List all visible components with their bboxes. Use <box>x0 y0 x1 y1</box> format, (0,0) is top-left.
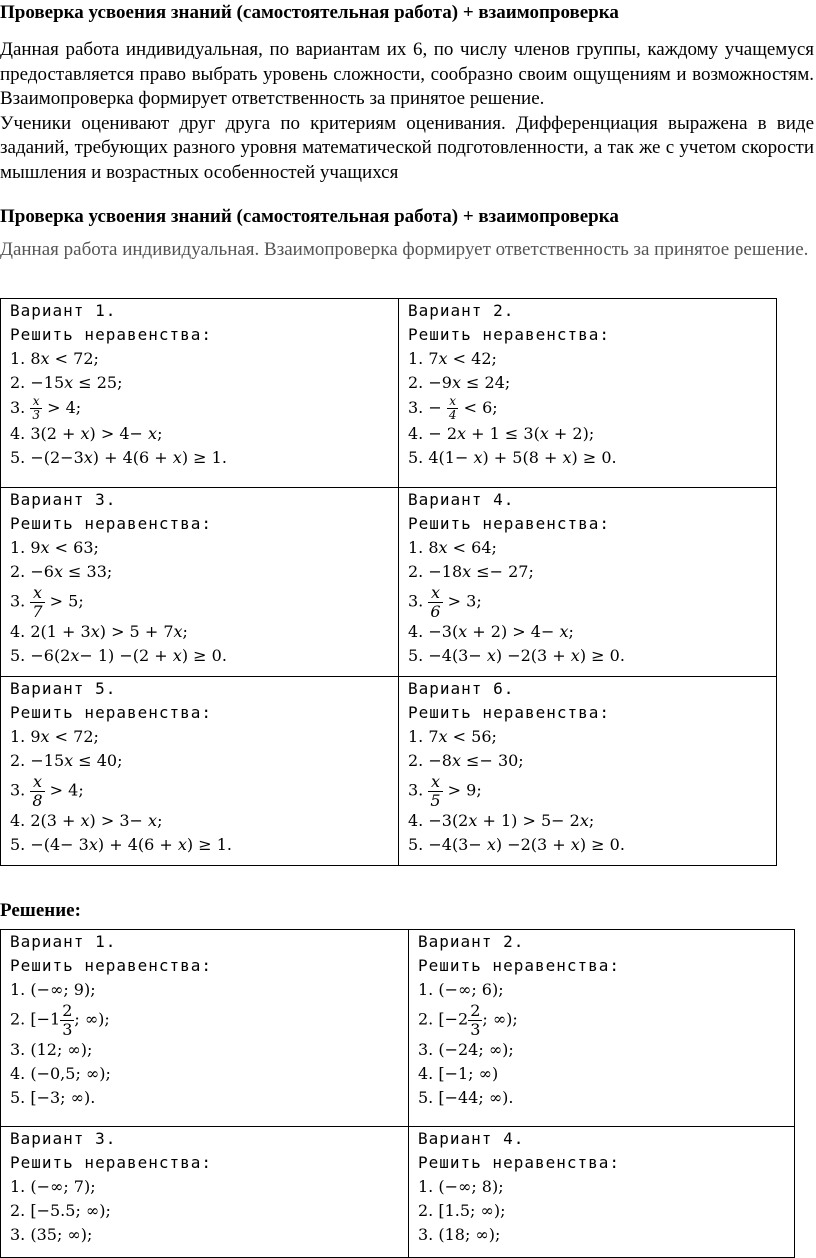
task-prompt: Решить неравенства: <box>10 956 213 975</box>
task-item <box>408 773 776 809</box>
task-item: 5. −4(3− 𝑥) −2(3 + 𝑥) ≥ 0. <box>408 646 625 666</box>
fraction-denominator: 3 <box>470 1019 481 1039</box>
intro-text <box>0 38 814 185</box>
fraction-numerator: 2 <box>62 1001 73 1020</box>
variant-cell <box>399 677 777 866</box>
variant-title: Вариант 4. <box>408 490 515 509</box>
fraction <box>30 584 44 620</box>
fraction-numerator: x <box>428 584 442 603</box>
task-item: 1. 8𝑥 < 64; <box>408 538 497 557</box>
heading-repeat: Проверка усвоения знаний (самостоятельная работа) + взаимопроверка <box>0 206 619 227</box>
variant-title: Вариант 1. <box>10 932 117 951</box>
task-item: 4. − 2𝑥 + 1 ≤ 3(𝑥 + 2); <box>408 424 595 444</box>
task-prompt: Решить неравенства: <box>10 514 213 533</box>
item-prefix: 2. [−1 <box>10 1009 61 1029</box>
solution-heading: Решение: <box>0 900 81 921</box>
answer-item <box>10 1002 408 1038</box>
task-item: 4. 3(2 + 𝑥) > 4− 𝑥; <box>10 424 163 444</box>
task-item: 2. −15𝑥 ≤ 40; <box>10 751 123 770</box>
item-rest: ; ∞); <box>482 1009 518 1029</box>
variant-title: Вариант 5. <box>10 679 117 698</box>
fraction-denominator: 3 <box>32 408 40 423</box>
variant-cell <box>1 677 399 866</box>
answer-item: 3. (35; ∞); <box>10 1225 93 1244</box>
variant-title: Вариант 2. <box>418 932 525 951</box>
answer-item: 2. [−5.5; ∞); <box>10 1201 111 1220</box>
task-item: 1. 7𝑥 < 56; <box>408 727 497 746</box>
fraction-denominator: 5 <box>430 790 441 810</box>
task-item: 5. −6(2𝑥− 1) −(2 + 𝑥) ≥ 0. <box>10 646 227 666</box>
task-item: 2. −15𝑥 ≤ 25; <box>10 373 123 392</box>
variant-title: Вариант 4. <box>418 1129 525 1148</box>
solutions-table <box>0 929 795 1258</box>
fraction-numerator: x <box>447 395 459 409</box>
item-prefix: 3. <box>408 780 429 800</box>
fraction <box>428 584 442 620</box>
fraction <box>468 1002 482 1038</box>
task-item: 1. 7𝑥 < 42; <box>408 349 497 368</box>
item-rest: > 4; <box>49 780 84 800</box>
fraction-denominator: 7 <box>32 601 43 621</box>
solution-cell <box>1 1127 409 1258</box>
answer-item <box>418 1002 794 1038</box>
item-rest: < 6; <box>463 398 498 418</box>
task-item: 2. −18𝑥 ≤− 27; <box>408 562 534 581</box>
variant-title: Вариант 2. <box>408 301 515 320</box>
answer-item: 5. [−44; ∞). <box>418 1088 514 1108</box>
solution-cell <box>409 1127 795 1258</box>
fraction-numerator: x <box>30 395 42 409</box>
task-item: 2. −8𝑥 ≤− 30; <box>408 751 524 770</box>
fraction <box>30 395 42 422</box>
variant-title: Вариант 3. <box>10 1129 117 1148</box>
intro-paragraph-2: Ученики оценивают друг друга по критериям оценивания. Дифференциация выражена в виде заданий, требующих разного уровня математической подготовленности, а так же с учетом скорости мышления и возрастных особенностей учащихся <box>0 112 814 183</box>
variant-title: Вариант 1. <box>10 301 117 320</box>
task-prompt: Решить неравенства: <box>10 1153 213 1172</box>
item-prefix: 3. <box>10 398 31 418</box>
fraction-denominator: 8 <box>32 790 43 810</box>
task-item: 5. 4(1− 𝑥) + 5(8 + 𝑥) ≥ 0. <box>408 448 617 468</box>
task-item <box>10 773 398 809</box>
variant-cell <box>399 488 777 677</box>
variant-cell <box>1 299 399 488</box>
task-item <box>408 395 776 422</box>
item-prefix: 3. <box>10 780 31 800</box>
solution-cell <box>409 930 795 1127</box>
fraction <box>30 773 44 809</box>
item-rest: > 5; <box>49 591 84 611</box>
item-prefix: 3. − <box>408 398 447 418</box>
variant-cell <box>399 299 777 488</box>
item-prefix: 3. <box>408 591 429 611</box>
answer-item: 3. (12; ∞); <box>10 1040 93 1060</box>
fraction-numerator: x <box>428 773 442 792</box>
answer-item: 1. (−∞; 6); <box>418 980 504 999</box>
intro-paragraph-1: Данная работа индивидуальная, по вариантам их 6, по числу членов группы, каждому учащемуся предоставляется право выбрать уровень сложности, сообразно своим ощущениям и возможностям. Взаимопроверка формирует ответственность за принятое решение. <box>0 39 814 109</box>
item-rest: > 9; <box>447 780 482 800</box>
task-item: 5. −4(3− 𝑥) −2(3 + 𝑥) ≥ 0. <box>408 835 625 855</box>
task-prompt: Решить неравенства: <box>418 956 621 975</box>
answer-item: 5. [−3; ∞). <box>10 1088 96 1108</box>
variant-title: Вариант 6. <box>408 679 515 698</box>
variant-cell <box>1 488 399 677</box>
task-prompt: Решить неравенства: <box>408 325 611 344</box>
short-intro: Данная работа индивидуальная. Взаимопроверка формирует ответственность за принятое решение. <box>0 239 809 260</box>
answer-item: 3. (18; ∞); <box>418 1225 501 1244</box>
fraction-denominator: 4 <box>448 408 457 423</box>
fraction-numerator: x <box>30 584 44 603</box>
answer-item: 1. (−∞; 9); <box>10 980 96 999</box>
task-item: 1. 8𝑥 < 72; <box>10 349 99 368</box>
task-prompt: Решить неравенства: <box>10 325 213 344</box>
task-item: 1. 9𝑥 < 72; <box>10 727 99 746</box>
task-item: 2. −6𝑥 ≤ 33; <box>10 562 113 581</box>
task-item: 2. −9𝑥 ≤ 24; <box>408 373 511 392</box>
task-item: 4. 2(1 + 3𝑥) > 5 + 7𝑥; <box>10 622 188 642</box>
fraction-numerator: 2 <box>470 1001 481 1020</box>
tasks-table <box>0 298 777 866</box>
answer-item: 4. [−1; ∞) <box>418 1064 499 1084</box>
fraction <box>60 1002 74 1038</box>
task-prompt: Решить неравенства: <box>10 703 213 722</box>
task-prompt: Решить неравенства: <box>408 514 611 533</box>
fraction-denominator: 3 <box>62 1019 73 1039</box>
variant-title: Вариант 3. <box>10 490 117 509</box>
task-item: 1. 9𝑥 < 63; <box>10 538 99 557</box>
fraction <box>447 395 459 422</box>
answer-item: 1. (−∞; 8); <box>418 1177 504 1196</box>
answer-item: 4. (−0,5; ∞); <box>10 1064 111 1084</box>
item-rest: ; ∞); <box>74 1009 110 1029</box>
item-rest: > 3; <box>447 591 482 611</box>
fraction-numerator: x <box>30 773 44 792</box>
item-prefix: 2. [−2 <box>418 1009 469 1029</box>
task-prompt: Решить неравенства: <box>408 703 611 722</box>
task-item <box>10 584 398 620</box>
answer-item: 3. (−24; ∞); <box>418 1040 514 1060</box>
solution-cell <box>1 930 409 1127</box>
task-item <box>408 584 776 620</box>
fraction-denominator: 6 <box>430 601 441 621</box>
task-item: 4. −3(2𝑥 + 1) > 5− 2𝑥; <box>408 811 595 831</box>
task-item: 5. −(2−3𝑥) + 4(6 + 𝑥) ≥ 1. <box>10 448 227 468</box>
item-prefix: 3. <box>10 591 31 611</box>
task-item: 5. −(4− 3𝑥) + 4(6 + 𝑥) ≥ 1. <box>10 835 232 855</box>
answer-item: 1. (−∞; 7); <box>10 1177 96 1196</box>
task-item: 4. 2(3 + 𝑥) > 3− 𝑥; <box>10 811 163 831</box>
task-prompt: Решить неравенства: <box>418 1153 621 1172</box>
task-item <box>10 395 398 422</box>
item-rest: > 4; <box>47 398 82 418</box>
answer-item: 2. [1.5; ∞); <box>418 1201 506 1220</box>
heading-main: Проверка усвоения знаний (самостоятельная работа) + взаимопроверка <box>0 2 619 23</box>
task-item: 4. −3(𝑥 + 2) > 4− 𝑥; <box>408 622 574 642</box>
fraction <box>428 773 442 809</box>
